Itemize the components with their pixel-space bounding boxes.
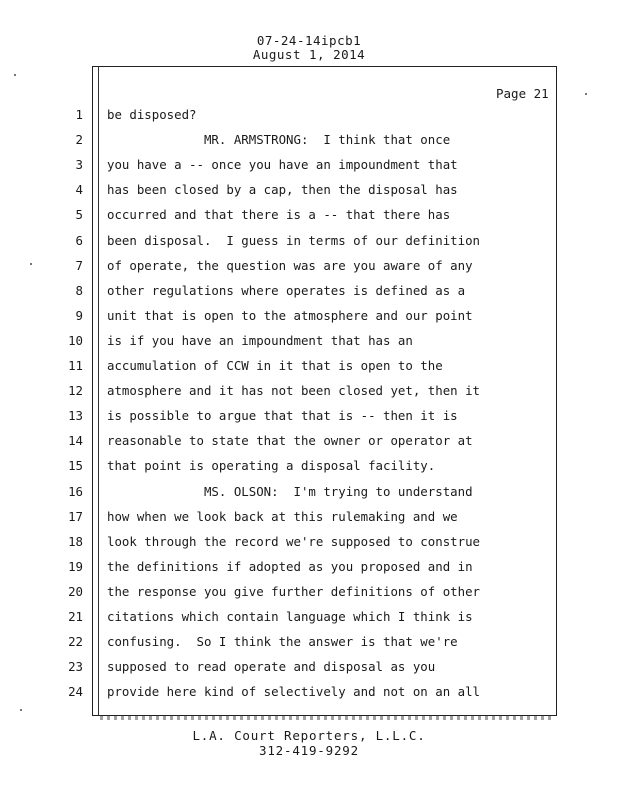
line-text: of operate, the question was are you aware of any (107, 257, 473, 273)
line-number: 13 (68, 408, 83, 424)
line-number: 18 (68, 533, 83, 549)
line-text: how when we look back at this rulemaking and we (107, 508, 458, 524)
line-number: 1 (75, 107, 83, 122)
line-number: 20 (68, 583, 83, 599)
line-text: be disposed? (107, 107, 197, 122)
line-text: you have a -- once you have an impoundment that (107, 157, 458, 173)
line-text: the definitions if adopted as you proposed and in (107, 558, 473, 574)
footer-phone: 312-419-9292 (259, 743, 359, 758)
transcript-line (0, 659, 618, 679)
transcript-line (0, 157, 618, 177)
scan-speck (30, 263, 32, 265)
page-number: Page 21 (496, 86, 549, 101)
header-date: August 1, 2014 (252, 47, 366, 62)
line-number: 4 (75, 182, 83, 198)
transcript-line (0, 383, 618, 403)
line-text: accumulation of CCW in it that is open to the (107, 358, 443, 373)
line-number: 16 (68, 483, 83, 499)
line-number: 11 (68, 358, 83, 373)
line-number: 17 (68, 508, 83, 524)
line-text: atmosphere and it has not been closed yet, then it (107, 383, 480, 399)
line-number: 21 (68, 609, 83, 624)
transcript-line (0, 182, 618, 202)
transcript-line (0, 484, 618, 504)
line-text: been disposal. I guess in terms of our definition (107, 232, 480, 248)
transcript-line (0, 107, 618, 127)
line-number: 15 (68, 458, 83, 474)
line-text: has been closed by a cap, then the disposal has (107, 182, 458, 198)
line-text: reasonable to state that the owner or operator at (107, 433, 473, 449)
line-text: look through the record we're supposed to construe (107, 533, 480, 549)
scan-speck (14, 74, 16, 76)
scan-speck (20, 709, 22, 711)
line-number: 10 (68, 332, 83, 348)
line-text: is if you have an impoundment that has an (107, 332, 413, 348)
transcript-line (0, 559, 618, 579)
line-number: 3 (75, 157, 83, 173)
line-text: other regulations where operates is defined as a (107, 282, 466, 298)
line-number: 7 (75, 257, 83, 273)
line-text: unit that is open to the atmosphere and our point (107, 307, 473, 323)
line-number: 5 (75, 207, 83, 223)
line-text: that point is operating a disposal facility. (107, 458, 436, 474)
line-text: the response you give further definitions of other (107, 583, 480, 599)
transcript-line (0, 509, 618, 529)
line-number: 9 (75, 307, 83, 323)
line-number: 22 (68, 634, 83, 650)
transcript-line (0, 283, 618, 303)
transcript-line (0, 609, 618, 629)
line-number: 24 (68, 684, 83, 700)
transcript-line (0, 634, 618, 654)
transcript-line (0, 308, 618, 328)
transcript-line (0, 433, 618, 453)
scan-speck (585, 93, 587, 95)
line-text: occurred and that there is a -- that there has (107, 207, 451, 223)
line-text: citations which contain language which I think is (107, 609, 473, 624)
transcript-line (0, 458, 618, 478)
transcript-line (0, 258, 618, 278)
transcript-line (0, 132, 618, 152)
line-number: 6 (75, 232, 83, 248)
footer-company: L.A. Court Reporters, L.L.C. (192, 728, 426, 743)
line-number: 19 (68, 558, 83, 574)
transcript-line (0, 358, 618, 378)
line-text: is possible to argue that that is -- then it is (107, 408, 458, 424)
line-text: provide here kind of selectively and not on an all (107, 684, 480, 700)
line-number: 2 (75, 132, 83, 148)
transcript-line (0, 534, 618, 554)
transcript-line (0, 408, 618, 428)
transcript-line (0, 584, 618, 604)
scan-artifact (100, 716, 555, 720)
transcript-line (0, 333, 618, 353)
line-text: supposed to read operate and disposal as you (107, 659, 436, 675)
header-file-id: 07-24-14ipcb1 (256, 33, 362, 48)
transcript-line (0, 684, 618, 704)
transcript-line (0, 233, 618, 253)
line-text: MR. ARMSTRONG: I think that once (107, 132, 451, 148)
line-number: 23 (68, 659, 83, 675)
line-number: 8 (75, 282, 83, 298)
line-number: 12 (68, 383, 83, 399)
line-text: confusing. So I think the answer is that we're (107, 634, 458, 650)
line-text: MS. OLSON: I'm trying to understand (107, 483, 473, 499)
line-number: 14 (68, 433, 83, 449)
transcript-line (0, 207, 618, 227)
